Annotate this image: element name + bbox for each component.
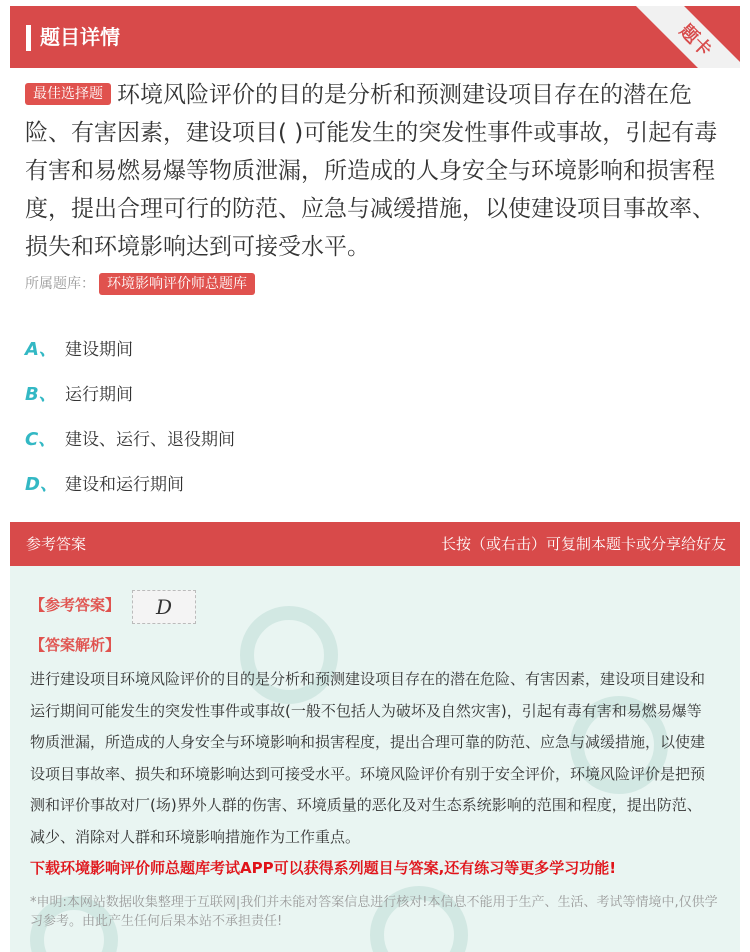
option-letter: A、 [25, 338, 57, 360]
app-download-promo[interactable]: 下载环境影响评价师总题库考试APP可以获得系列题目与答案,还有练习等更多学习功能! [30, 859, 617, 877]
page-title: 题目详情 [40, 25, 120, 49]
share-hint: 长按（或右击）可复制本题卡或分享给好友 [440, 535, 726, 553]
option-text: 建设和运行期间 [65, 475, 184, 495]
option-letter: B、 [25, 383, 57, 405]
option-letter: D、 [25, 473, 58, 495]
answer-header [10, 522, 740, 566]
option-text: 运行期间 [65, 385, 133, 405]
option-b[interactable] [25, 370, 235, 415]
reference-answer-value: D [132, 590, 196, 624]
question-text-block [25, 76, 725, 266]
option-c[interactable] [25, 415, 235, 460]
question-type-tag: 最佳选择题 [25, 83, 111, 105]
reference-answer-label: 【参考答案】 [30, 596, 121, 614]
option-a[interactable] [25, 325, 235, 370]
answer-header-title: 参考答案 [26, 535, 87, 553]
corner-label: 题卡 [675, 20, 716, 61]
header-accent-bar [26, 25, 31, 51]
option-text: 建设、运行、退役期间 [65, 430, 235, 450]
page-header [10, 6, 740, 68]
question-text: 环境风险评价的目的是分析和预测建设项目存在的潜在危险、有害因素，建设项目( )可能发生的突发性事件或事故，引起有毒有害和易燃易爆等物质泄漏，所造成的人身安全与环境影响和损害程度，提出合理可行的防范、应急与减缓措施，以使建设项目事故率、损失和环境影响达到可接受水平。 [25, 82, 718, 260]
options-list [25, 325, 235, 505]
disclaimer-text: *申明:本网站数据收集整理于互联网|我们并未能对答案信息进行核对!本信息不能用于生产、生活、考试等情境中,仅供学习参考。由此产生任何后果本站不承担责任! [30, 895, 718, 929]
option-d[interactable] [25, 460, 235, 505]
source-label: 所属题库： [25, 276, 95, 292]
card-corner-ribbon [630, 6, 740, 68]
option-text: 建设期间 [65, 340, 133, 360]
explanation-label: 【答案解析】 [30, 636, 121, 654]
question-source [25, 272, 261, 296]
option-letter: C、 [25, 428, 57, 450]
explanation-text: 进行建设项目环境风险评价的目的是分析和预测建设项目存在的潜在危险、有害因素，建设项目建设和运行期间可能发生的突发性事件或事故(一般不包括人为破坏及自然灾害)，引起有毒有害和易燃易爆等物质泄漏，所造成的人身安全与环境影响和损害程度，提出合理可靠的防范、应急与减缓措施，以使建设项目事故率、损失和环境影响达到可接受水平。环境风险评价有别于安全评价，环境风险评价是把预测和评价事故对厂(场)界外人群的伤害、环境质量的恶化及对生态系统影响的范围和程度，提出防范、减少、消除对人群和环境影响措施作为工作重点。 [30, 670, 706, 846]
answer-panel [10, 566, 740, 952]
source-tag[interactable]: 环境影响评价师总题库 [99, 273, 255, 295]
